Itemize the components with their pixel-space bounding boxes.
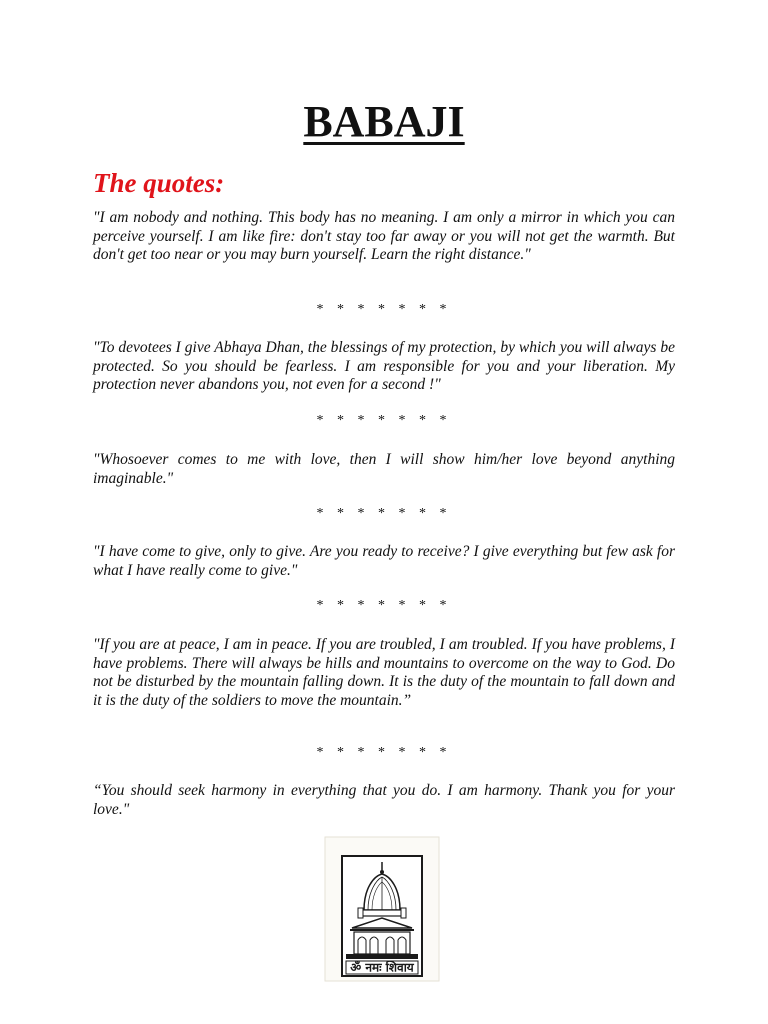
temple-emblem	[324, 836, 440, 982]
emblem-caption: ॐ नमः शिवाय	[350, 960, 414, 975]
quote-6: “You should seek harmony in everything that you do. I am harmony. Thank you for your love."	[93, 782, 675, 818]
page-title: BABAJI	[303, 97, 465, 146]
quote-3: "Whosoever comes to me with love, then I will show him/her love beyond anything imaginable."	[93, 451, 675, 487]
temple-dome-icon	[324, 836, 440, 982]
quote-4: "I have come to give, only to give. Are you ready to receive? I give everything but few ask for what I have really come to give."	[93, 543, 675, 579]
quote-5: "If you are at peace, I am in peace. If you are troubled, I am troubled. If you have problems, I have problems. There will always be hills and mountains to overcome on the way to God. Do not be disturbed by the mountain falling down. It is the duty of the mountain to fall down and it is the duty of the soldiers to move the mountain.”	[93, 636, 675, 709]
section-heading: The quotes:	[93, 168, 225, 198]
separator-4: * * * * * * *	[316, 598, 452, 613]
separator-3: * * * * * * *	[316, 506, 452, 521]
separator-5: * * * * * * *	[316, 745, 452, 760]
quote-1: "I am nobody and nothing. This body has no meaning. I am only a mirror in which you can perceive yourself. I am like fire: don't stay too far away or you will not get the warmth. But don't get too near or you may burn yourself. Learn the right distance."	[93, 209, 675, 263]
separator-1: * * * * * * *	[316, 302, 452, 317]
quote-2: "To devotees I give Abhaya Dhan, the blessings of my protection, by which you will always be protected. So you should be fearless. I am responsible for you and your liberation. My protection never abandons you, not even for a second !"	[93, 339, 675, 393]
separator-2: * * * * * * *	[316, 413, 452, 428]
